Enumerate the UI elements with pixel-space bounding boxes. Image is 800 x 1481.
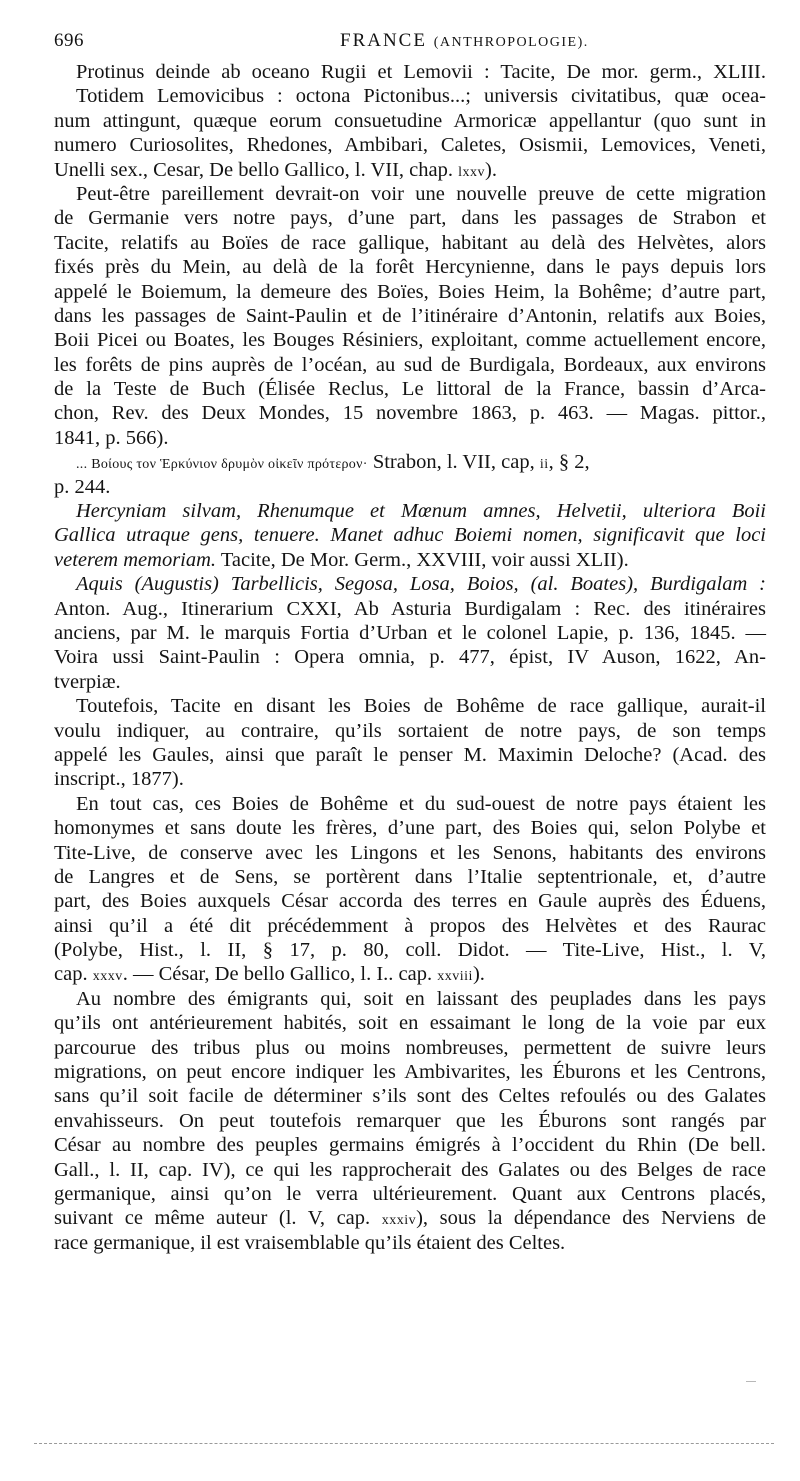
text-line: anciens, par M. le marquis Fortia d’Urban et le colonel Lapie, p. 136, 1845. — [54, 621, 766, 644]
text-line: numero Curiosolites, Rhedones, Ambibari, Caletes, Osismii, Lemovices, Veneti, [54, 134, 766, 157]
text-line: Gall., l. II, cap. IV), ce qui les rapprocherait des Galates ou des Belges de race [54, 1158, 766, 1181]
text-line: appelé le Boiemum, la demeure des Boïes, Boies Heim, la Bohême; d’autre part, [54, 280, 766, 303]
text-line [54, 158, 766, 182]
text-line: appelé les Gaules, ainsi que paraît le penser M. Maximin Deloche? (Acad. des [54, 743, 766, 766]
small-caps-run: xxviii [437, 969, 473, 985]
text-line: Anton. Aug., Itinerarium CXXI, Ab Asturia Burdigalam : Rec. des itinéraires [54, 597, 766, 620]
text-line: Voira ussi Saint-Paulin : Opera omnia, p. 477, épist, IV Auson, 1622, An- [54, 646, 766, 669]
text-run: Unelli sex., Cesar, De bello Gallico, l. VII, chap. [54, 158, 459, 181]
text-line: p. 244. [54, 475, 111, 498]
italic-run: Hercyniam silvam, Rhenumque et Mœnum amnes, Helvetii, ulteriora Boii [76, 500, 766, 523]
text-line: Au nombre des émigrants qui, soit en laissant des peuplades dans les pays [76, 987, 766, 1010]
text-line [54, 450, 766, 474]
running-title [340, 30, 589, 52]
text-line: Boii Picei ou Boates, les Bouges Résiniers, exploitant, comme actuellement encore, [54, 329, 766, 352]
running-title-sub: (ANTHROPOLOGIE). [433, 35, 589, 50]
text-line: envahisseurs. On peut toutefois remarquer que les Éburons sont rangés par [54, 1109, 766, 1132]
text-line [54, 499, 766, 523]
text-line: parcourue des tribus plus ou moins nombreuses, permettent de suivre leurs [54, 1036, 766, 1059]
text-line [54, 1206, 766, 1230]
text-line [54, 548, 766, 572]
text-line: germanique, ainsi qu’on le verra ultérieurement. Quant aux Centrons placés, [54, 1182, 766, 1205]
text-line: Peut-être pareillement devrait-on voir une nouvelle preuve de cette migration [76, 182, 766, 205]
text-line: part, des Boies auxquels César accorda des terres en Gaule auprès des Éduens, [54, 890, 766, 913]
text-line: tverpiæ. [54, 670, 121, 693]
italic-run: veterem memoriam. [54, 548, 217, 571]
text-line: César au nombre des peuples germains émigrés à l’occident du Rhin (De bell. [54, 1134, 766, 1157]
text-line: En tout cas, ces Boies de Bohême et du sud-ouest de notre pays étaient les [76, 792, 766, 815]
text-line: Tite-Live, de conserve avec les Lingons et les Senons, habitants des environs [54, 841, 766, 864]
text-line: de la Teste de Buch (Élisée Reclus, Le littoral de la France, bassin d’Arca- [54, 378, 766, 401]
text-run: , § 2, [548, 451, 590, 474]
text-run: ), sous la dépendance des Nerviens de [416, 1207, 766, 1230]
italic-run: Gallica utraque gens, tenuere. Manet adhuc Boiemi nomen, significavit que loci [54, 524, 766, 547]
greek-quote: ... Βοίους τον Ἑρκύνιον δρυμὸν οἰκεῖν πρότερον· [76, 457, 368, 473]
text-line: race germanique, il est vraisemblable qu’ils étaient des Celtes. [54, 1231, 566, 1254]
print-mark [746, 1381, 756, 1382]
text-line: fixés près du Mein, au delà de la forêt Hercynienne, dans le pays depuis lors [54, 256, 766, 279]
text-run: suivant ce même auteur (l. V, cap. [54, 1207, 382, 1230]
text-line: migrations, on peut encore indiquer les Ambivarites, les Éburons et les Centrons, [54, 1061, 766, 1084]
text-line: de Langres et de Sens, se portèrent dans l’Italie septentrionale, et, d’autre [54, 865, 766, 888]
small-caps-run: xxxv [92, 969, 123, 985]
text-line: (Polybe, Hist., l. II, § 17, p. 80, coll. Didot. — Tite-Live, Hist., l. V, [54, 939, 766, 962]
text-line: Aquis (Augustis) Tarbellicis, Segosa, Losa, Boios, (al. Boates), Burdigalam : [76, 573, 766, 596]
text-line: chon, Rev. des Deux Mondes, 15 novembre 1863, p. 463. — Magas. pittor., [54, 402, 766, 425]
text-line: 1841, p. 566). [54, 426, 169, 449]
running-title-main: FRANCE [340, 30, 427, 51]
text-line: qu’ils ont antérieurement habités, soit en essaimant le long de la voie par eux [54, 1012, 766, 1035]
text-line: ainsi qu’il a été dit précédemment à propos des Helvètes et des Raurac [54, 914, 766, 937]
text-line: inscript., 1877). [54, 768, 184, 791]
text-line: Totidem Lemovicibus : octona Pictonibus...; universis civitatibus, quæ ocea- [76, 85, 766, 108]
text-run: ). [472, 963, 485, 986]
text-line: Toutefois, Tacite en disant les Boies de Bohême de race gallique, aurait-il [76, 695, 766, 718]
text-line: les forêts de pins auprès de l’océan, au sud de Burdigala, Bordeaux, aux environs [54, 353, 766, 376]
small-caps-run: xxxiv [381, 1213, 417, 1229]
text-line: dans les passages de Saint-Paulin et de l’itinéraire d’Antonin, relatifs aux Boies, [54, 304, 766, 327]
text-line: voulu indiquer, au contraire, qu’ils sortaient de notre pays, de son temps [54, 719, 766, 742]
page-number: 696 [54, 30, 84, 51]
text-line: num attingunt, quæque eorum consuetudine Armoricæ appellantur (quo sunt in [54, 109, 766, 132]
running-header [54, 30, 764, 56]
text-line: de Germanie vers notre pays, d’une part, dans les passages de Strabon et [54, 207, 766, 230]
text-run: . — César, De bello Gallico, l. I.. cap. [122, 963, 438, 986]
text-line: homonymes et sans doute les frères, d’une part, des Boies qui, selon Polybe et [54, 817, 766, 840]
text-run: Strabon, l. VII, cap, [367, 451, 540, 474]
footer-rule [34, 1443, 774, 1444]
text-run: Tacite, De Mor. Germ., XXVIII, voir aussi XLII). [216, 548, 629, 571]
text-line: sans qu’il soit facile de déterminer s’ils sont des Celtes refoulés ou des Galates [54, 1085, 766, 1108]
text-line: Tacite, relatifs au Boïes de race gallique, habitant au delà des Helvètes, alors [54, 231, 766, 254]
text-run: cap. [54, 963, 93, 986]
text-run: ). [485, 158, 497, 181]
text-line [54, 962, 766, 986]
small-caps-run: ii [539, 457, 549, 473]
text-line: Protinus deinde ab oceano Rugii et Lemovii : Tacite, De mor. germ., XLIII. [76, 61, 766, 83]
page-body [54, 60, 766, 1255]
small-caps-run: lxxv [458, 164, 486, 180]
text-line [54, 523, 766, 547]
